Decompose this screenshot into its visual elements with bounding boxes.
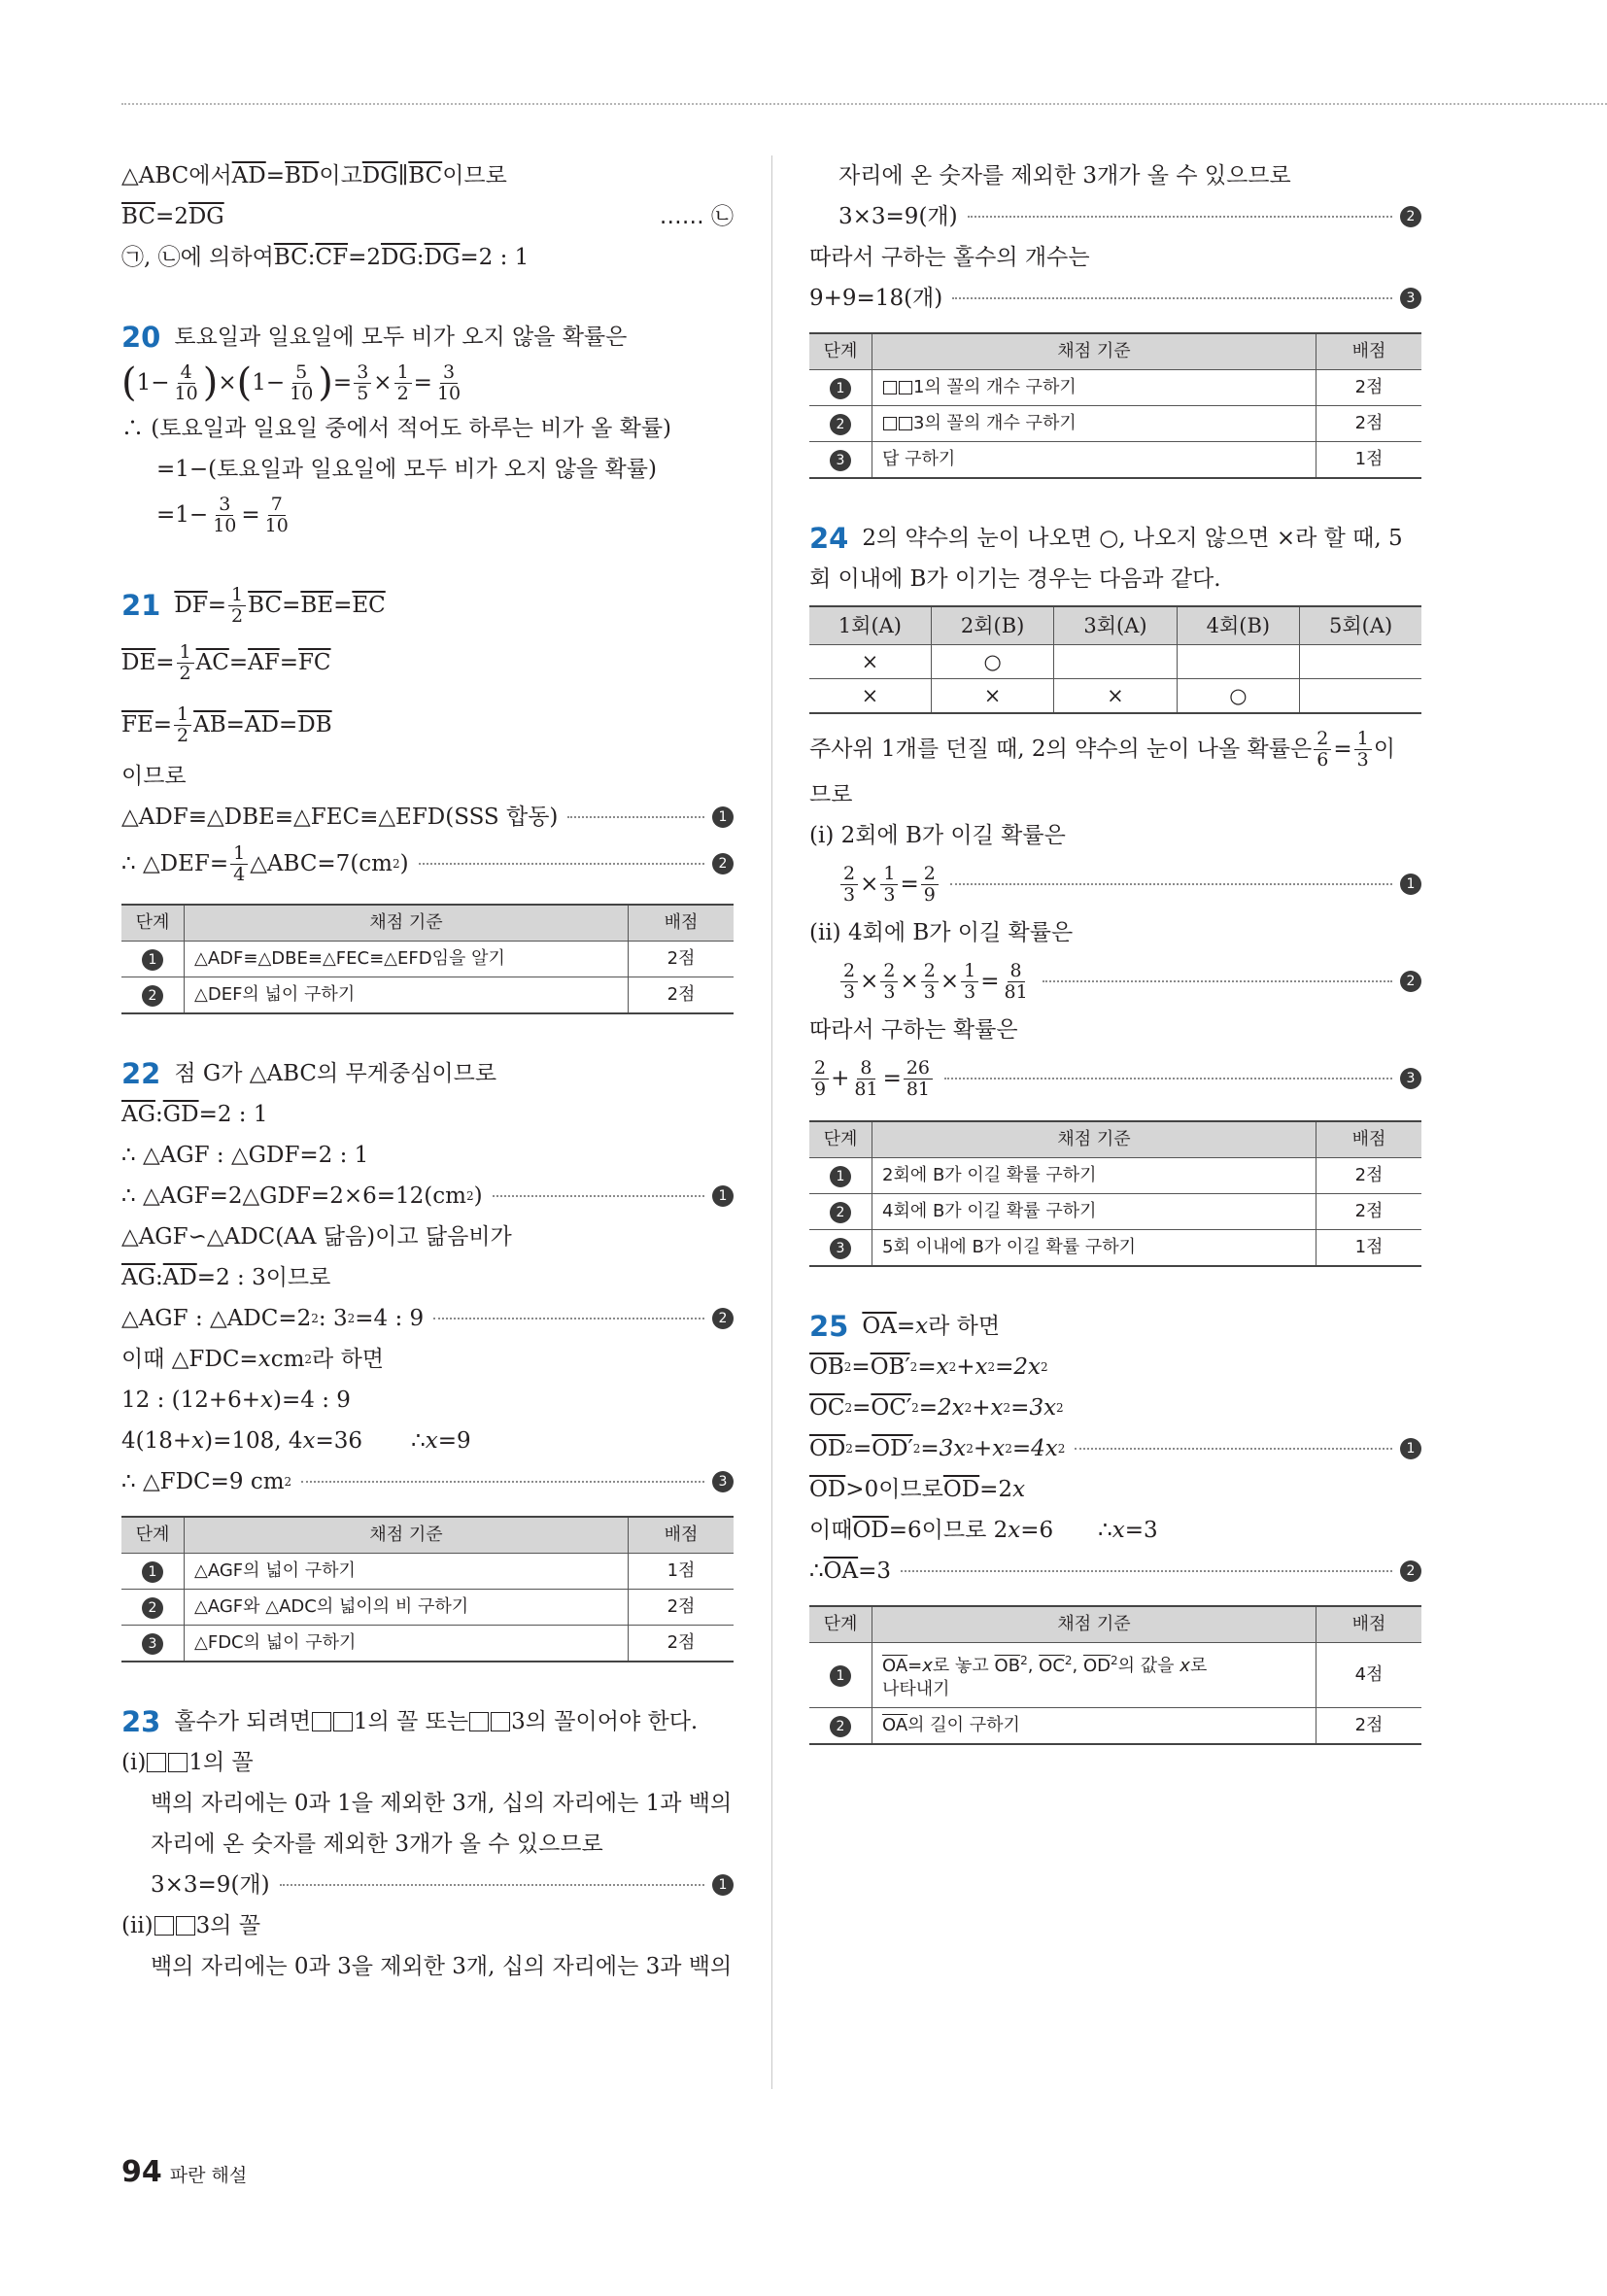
step-marker-icon: 1	[142, 949, 163, 971]
problem-24: 24 2의 약수의 눈이 나오면 ○, 나오지 않으면 ×라 할 때, 5 회 이내에 B가 이기는 경우는 다음과 같다. 1회(A) 2회(B) 3회(A) 4회(B) 5회(A) × ○ × × × ○ 주사위 1개를 던질 때, 2의 약수의 눈이 나올 확률은 $\frac{2}{6}$ = $\frac{1}{3}$ 이 므로 (i) 2회에 B가 이길 확률은 $\frac{2}{3}$ × $\frac{1}{3}$ = $\frac{2}{9}$ 1 (ii) 4회에 B가 이길 확률은 $\frac{2}{3}$ × $\frac{2}{3}$ × $\frac{2}{3}$ × $\frac{1}{3}$ = $\frac{8}{81}$ 2 따라서 구하는 확률은 $\frac{2}{9}$ + $\frac{8}{81}$ = $\frac{26}{81}$ 3 단계 채점 기준 배점 1 2회에 B가 이길 확률 구하기 2점 2 4회에 B가 이길 확률 구하기 2점 3 5회 이내에 B가 이길 확률 구하기 1점	[809, 518, 1421, 1267]
page-number: 94	[121, 2155, 162, 2189]
problem-number: 20	[121, 321, 161, 354]
problem-23: 23 홀수가 되려면 1의 꼴 또는 3의 꼴이어야 한다. (i) 1의 꼴 백의 자리에는 0과 1을 제외한 3개, 십의 자리에는 1과 백의 자리에 온 숫자를 제외한 3개가 올 수 있으므로 3×3=9(개) 1 (ii) 3의 꼴 백의 자리에는 0과 3을 제외한 3개, 십의 자리에는 3과 백의	[121, 1701, 734, 1987]
book-label: 파란 해설	[169, 2165, 248, 2186]
grading-table-23: 단계 채점 기준 배점 1 1의 꼴의 개수 구하기 2점 2 3의 꼴의 개수 구하기 2점 3 답 구하기 1점	[809, 332, 1421, 479]
problem-number: 25	[809, 1310, 849, 1343]
step-marker-icon: 2	[1400, 206, 1421, 227]
problem-21: 21 $\overline{DF}$ = $\frac{1}{2}$ $\overline{BC}$ = $\overline{BE}$ = $\overline{EC}$ $\overline{DE}$ = $\frac{1}{2}$ $\overline{AC}$ = $\overline{AF}$ = $\overline{FC}$ $\overline{FE}$ = $\frac{1}{2}$ $\overline{AB}$ = $\overline{AD}$ = $\overline{DB}$ 이므로 △ADF≡△DBE≡△FEC≡△EFD(SSS 합동) 1 ∴ △DEF= $\frac{1}{4}$ △ABC=7(cm 2 ) 2 단계 채점 기준 배점 1 △ADF≡△DBE≡△FEC≡△EFD임을 알기 2점 2 △DEF의 넓이 구하기 2점	[121, 579, 734, 1014]
step-marker-icon: 3	[830, 450, 851, 471]
problem-20: 20 토요일과 일요일에 모두 비가 오지 않을 확률은 ( 1− $\frac{4}{10}$ ) × ( 1− $\frac{5}{10}$ ) = $\frac{3}{5}$ × $\frac{1}{2}$ = $\frac{3}{10}$ ∴ (토요일과 일요일 중에서 적어도 하루는 비가 올 확률) =1−(토요일과 일요일에 모두 비가 오지 않을 확률) =1− $\frac{3}{10}$ = $\frac{7}{10}$	[121, 317, 734, 540]
grading-table-24: 단계 채점 기준 배점 1 2회에 B가 이길 확률 구하기 2점 2 4회에 B가 이길 확률 구하기 2점 3 5회 이내에 B가 이길 확률 구하기 1점	[809, 1120, 1421, 1267]
grading-table-25: 단계 채점 기준 배점 1 $\overline{OA}=x$로 놓고 $\overline{OB}^2$, $\overline{OC}^2$, $\overline{OD}^2$의 값을 x로 나타내기 4점 2 $\overline{OA}$의 길이 구하기 2점	[809, 1605, 1421, 1745]
left-column	[121, 155, 734, 1987]
header-dotted-rule	[121, 103, 1607, 105]
step-marker-icon: 2	[1400, 1560, 1421, 1582]
step-1-mark: 1	[712, 806, 734, 828]
step-marker-icon: 2	[830, 1202, 851, 1223]
problem-number: 21	[121, 589, 161, 622]
step-marker-icon: 3	[830, 1238, 851, 1259]
step-marker-icon: 2	[1400, 971, 1421, 992]
step-marker-icon: 3	[1400, 1068, 1421, 1089]
page-footer	[121, 2155, 247, 2189]
step-marker-icon: 1	[142, 1561, 163, 1583]
column-divider	[771, 155, 772, 2089]
step-marker-icon: 3	[1400, 288, 1421, 309]
step-marker-icon: 1	[712, 1185, 734, 1207]
step-marker-icon: 2	[142, 985, 163, 1007]
step-2-mark: 2	[712, 853, 734, 874]
step-marker-icon: 3	[712, 1471, 734, 1492]
step-marker-icon: 2	[142, 1597, 163, 1619]
problem-25: 25 $\overline{OA}$ = x 라 하면 $\overline{OB}$ 2 = OB′ 2 = x 2 + x 2 = 2x 2 $\overline{OC}$ 2 = OC′ 2 = 2x 2 + x 2 = 3x 2 $\overline{OD}$ 2 = OD′ 2 = 3x 2 + x 2 = 4x 2 1 $\overline{OD}$ >0이므로 $\overline{OD}$ =2 x 이때 $\overline{OD}$ =6이므로 2 x =6 ∴ x =3 ∴ $\overline{OA}$ =3 2 단계 채점 기준 배점 1 $\overline{OA}=x$로 놓고 $\overline{OB}^2$, $\overline{OC}^2$, $\overline{OD}^2$의 값을 x로 나타내기 4점 2 $\overline{OA}$의 길이 구하기 2점	[809, 1306, 1421, 1745]
step-marker-icon: 3	[142, 1633, 163, 1655]
step-marker-icon: 1	[1400, 874, 1421, 895]
problem-23-continuation: 자리에 온 숫자를 제외한 3개가 올 수 있으므로 3×3=9(개) 2 따라서 구하는 홀수의 개수는 9+9=18(개) 3 단계 채점 기준 배점 1 1의 꼴의 개수 구하기 2점 2 3의 꼴의 개수 구하기 2점 3 답 구하기 1점	[809, 155, 1421, 479]
step-marker-icon: 2	[712, 1308, 734, 1329]
step-marker-icon: 1	[830, 378, 851, 399]
right-column	[809, 155, 1421, 1751]
problem-number: 23	[121, 1705, 161, 1738]
step-marker-icon: 1	[1400, 1438, 1421, 1459]
problem-22: 22 점 G가 △ABC의 무게중심이므로 $\overline{AG}$ : $\overline{GD}$ =2 : 1 ∴ △AGF : △GDF=2 : 1 ∴ △AGF=2△GDF=2×6=12(cm 2 ) 1 △AGF∽△ADC(AA 닮음)이고 닮음비가 $\overline{AG}$ : $\overline{AD}$ =2 : 3이므로 △AGF : △ADC=2 2 : 3 2 =4 : 9 2 이때 △FDC= x cm 2 라 하면 12 : (12+6+ x )=4 : 9 4(18+ x )=108, 4 x =36 ∴ x =9 ∴ △FDC=9 cm 2 3 단계 채점 기준 배점 1 △AGF의 넓이 구하기 1점 2 △AGF와 △ADC의 넓이의 비 구하기 2점 3 △FDC의 넓이 구하기 2점	[121, 1053, 734, 1662]
problem-number: 22	[121, 1057, 161, 1090]
grading-table-21: 단계 채점 기준 배점 1 △ADF≡△DBE≡△FEC≡△EFD임을 알기 2점 2 △DEF의 넓이 구하기 2점	[121, 904, 734, 1014]
game-table: 1회(A) 2회(B) 3회(A) 4회(B) 5회(A) × ○ × × × ○	[809, 605, 1421, 714]
step-marker-icon: 2	[830, 1716, 851, 1737]
problem-number: 24	[809, 522, 849, 555]
grading-table-22: 단계 채점 기준 배점 1 △AGF의 넓이 구하기 1점 2 △AGF와 △ADC의 넓이의 비 구하기 2점 3 △FDC의 넓이 구하기 2점	[121, 1516, 734, 1662]
problem-19-continuation: △ABC에서 $\overline{AD}$ = $\overline{BD}$ 이고 $\overline{DG}$ ∥ $\overline{BC}$ 이므로 $\overline{BC}$ =2 $\overline{DG}$ …… ㉡ ㉠, ㉡에 의하여 $\overline{BC}$ : $\overline{CF}$ =2 $\overline{DG}$ : $\overline{DG}$ =2 : 1	[121, 163, 734, 270]
step-marker-icon: 2	[830, 414, 851, 435]
step-marker-icon: 1	[830, 1665, 851, 1687]
step-marker-icon: 1	[712, 1874, 734, 1896]
step-marker-icon: 1	[830, 1166, 851, 1187]
